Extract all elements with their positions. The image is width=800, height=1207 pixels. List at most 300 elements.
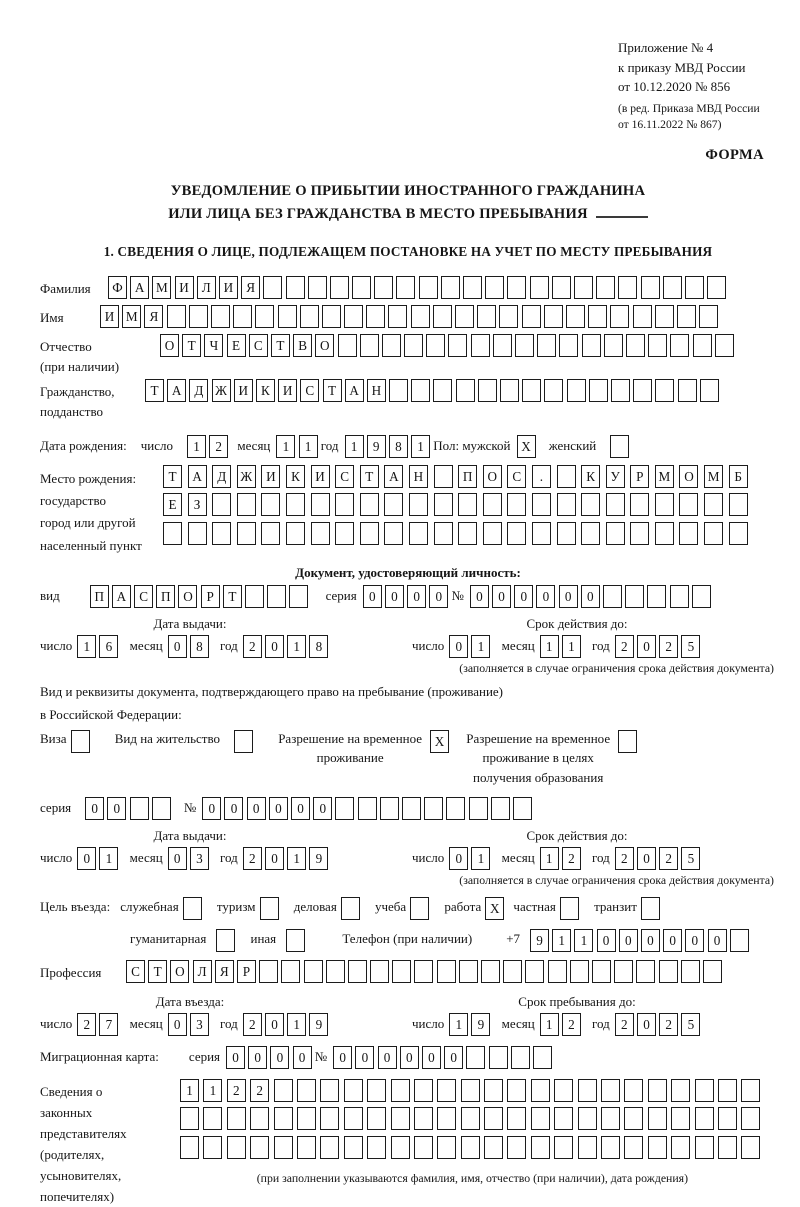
char-cell[interactable]: К [286, 465, 305, 488]
char-cell[interactable]: 0 [449, 847, 468, 870]
char-cell[interactable] [286, 276, 305, 299]
char-cell[interactable] [636, 960, 655, 983]
char-cell[interactable] [685, 276, 704, 299]
char-cell[interactable] [500, 379, 519, 402]
char-cell[interactable] [531, 1136, 550, 1159]
transit-checkbox[interactable] [641, 897, 660, 920]
char-cell[interactable] [601, 1136, 620, 1159]
char-cell[interactable] [335, 797, 354, 820]
char-cell[interactable] [614, 960, 633, 983]
char-cell[interactable]: А [345, 379, 364, 402]
char-cell[interactable] [641, 276, 660, 299]
char-cell[interactable]: 0 [248, 1046, 267, 1069]
char-cell[interactable]: П [458, 465, 477, 488]
char-cell[interactable] [670, 334, 689, 357]
char-cell[interactable] [704, 522, 723, 545]
char-cell[interactable]: О [170, 960, 189, 983]
char-cell[interactable]: А [167, 379, 186, 402]
char-cell[interactable]: 9 [367, 435, 386, 458]
char-cell[interactable]: 0 [492, 585, 511, 608]
char-cell[interactable]: 0 [559, 585, 578, 608]
study-checkbox[interactable] [410, 897, 429, 920]
char-cell[interactable] [250, 1107, 269, 1130]
char-cell[interactable] [484, 1079, 503, 1102]
char-cell[interactable]: . [532, 465, 551, 488]
char-cell[interactable] [360, 522, 379, 545]
char-cell[interactable] [263, 276, 282, 299]
char-cell[interactable]: 0 [637, 847, 656, 870]
char-cell[interactable]: 0 [385, 585, 404, 608]
char-cell[interactable] [507, 276, 526, 299]
char-cell[interactable]: И [219, 276, 238, 299]
char-cell[interactable] [624, 1107, 643, 1130]
char-cell[interactable] [606, 522, 625, 545]
char-cell[interactable]: 0 [168, 1013, 187, 1036]
char-cell[interactable]: 0 [265, 1013, 284, 1036]
char-cell[interactable] [382, 334, 401, 357]
char-cell[interactable]: О [679, 465, 698, 488]
char-cell[interactable]: 0 [293, 1046, 312, 1069]
char-cell[interactable]: 0 [514, 585, 533, 608]
char-cell[interactable] [326, 960, 345, 983]
char-cell[interactable]: 1 [180, 1079, 199, 1102]
char-cell[interactable] [700, 379, 719, 402]
char-cell[interactable]: 1 [471, 635, 490, 658]
char-cell[interactable]: 0 [247, 797, 266, 820]
char-cell[interactable] [718, 1107, 737, 1130]
char-cell[interactable]: О [178, 585, 197, 608]
char-cell[interactable] [592, 960, 611, 983]
char-cell[interactable] [499, 305, 518, 328]
char-cell[interactable] [544, 305, 563, 328]
char-cell[interactable] [699, 305, 718, 328]
char-cell[interactable]: И [175, 276, 194, 299]
char-cell[interactable]: 1 [540, 847, 559, 870]
char-cell[interactable] [448, 334, 467, 357]
char-cell[interactable]: 0 [637, 1013, 656, 1036]
char-cell[interactable]: 1 [411, 435, 430, 458]
char-cell[interactable] [274, 1079, 293, 1102]
char-cell[interactable] [741, 1107, 760, 1130]
char-cell[interactable] [606, 493, 625, 516]
char-cell[interactable]: 8 [190, 635, 209, 658]
char-cell[interactable] [693, 334, 712, 357]
char-cell[interactable]: 2 [227, 1079, 246, 1102]
char-cell[interactable] [388, 305, 407, 328]
char-cell[interactable] [679, 493, 698, 516]
phone-digit-cell[interactable]: 0 [619, 929, 638, 952]
char-cell[interactable]: 0 [270, 1046, 289, 1069]
char-cell[interactable]: 1 [77, 635, 96, 658]
char-cell[interactable] [455, 305, 474, 328]
char-cell[interactable] [515, 334, 534, 357]
char-cell[interactable]: 1 [540, 635, 559, 658]
char-cell[interactable]: 0 [265, 847, 284, 870]
char-cell[interactable] [414, 1136, 433, 1159]
char-cell[interactable] [677, 305, 696, 328]
char-cell[interactable]: 3 [190, 847, 209, 870]
char-cell[interactable] [574, 276, 593, 299]
char-cell[interactable]: Е [227, 334, 246, 357]
char-cell[interactable] [180, 1136, 199, 1159]
char-cell[interactable]: 2 [615, 635, 634, 658]
char-cell[interactable] [548, 960, 567, 983]
char-cell[interactable]: 0 [400, 1046, 419, 1069]
char-cell[interactable] [663, 276, 682, 299]
char-cell[interactable] [330, 276, 349, 299]
private-checkbox[interactable] [560, 897, 579, 920]
char-cell[interactable] [566, 305, 585, 328]
char-cell[interactable] [578, 1079, 597, 1102]
char-cell[interactable]: 2 [243, 847, 262, 870]
char-cell[interactable]: П [156, 585, 175, 608]
visa-checkbox[interactable] [71, 730, 90, 753]
char-cell[interactable]: 2 [209, 435, 228, 458]
char-cell[interactable] [458, 522, 477, 545]
char-cell[interactable] [741, 1079, 760, 1102]
education-residence-checkbox[interactable] [618, 730, 637, 753]
char-cell[interactable]: Б [729, 465, 748, 488]
char-cell[interactable]: 0 [265, 635, 284, 658]
char-cell[interactable]: 0 [429, 585, 448, 608]
char-cell[interactable] [237, 493, 256, 516]
residence-permit-checkbox[interactable] [234, 730, 253, 753]
char-cell[interactable]: Ж [237, 465, 256, 488]
char-cell[interactable]: 2 [243, 1013, 262, 1036]
char-cell[interactable] [483, 493, 502, 516]
char-cell[interactable] [525, 960, 544, 983]
char-cell[interactable]: 0 [422, 1046, 441, 1069]
char-cell[interactable] [237, 522, 256, 545]
char-cell[interactable]: П [90, 585, 109, 608]
char-cell[interactable] [581, 522, 600, 545]
char-cell[interactable] [311, 493, 330, 516]
char-cell[interactable]: О [315, 334, 334, 357]
char-cell[interactable]: С [507, 465, 526, 488]
char-cell[interactable]: У [606, 465, 625, 488]
char-cell[interactable] [670, 585, 689, 608]
char-cell[interactable]: 0 [313, 797, 332, 820]
char-cell[interactable]: Т [223, 585, 242, 608]
char-cell[interactable] [532, 493, 551, 516]
char-cell[interactable]: С [126, 960, 145, 983]
char-cell[interactable]: А [384, 465, 403, 488]
char-cell[interactable] [227, 1107, 246, 1130]
char-cell[interactable]: З [188, 493, 207, 516]
char-cell[interactable] [695, 1107, 714, 1130]
char-cell[interactable] [130, 797, 149, 820]
char-cell[interactable]: 0 [107, 797, 126, 820]
char-cell[interactable] [402, 797, 421, 820]
char-cell[interactable] [338, 334, 357, 357]
temporary-residence-checkbox[interactable]: X [430, 730, 449, 753]
char-cell[interactable]: А [188, 465, 207, 488]
char-cell[interactable]: 3 [190, 1013, 209, 1036]
char-cell[interactable]: 0 [378, 1046, 397, 1069]
char-cell[interactable] [458, 493, 477, 516]
phone-digit-cell[interactable] [730, 929, 749, 952]
char-cell[interactable] [581, 493, 600, 516]
char-cell[interactable] [163, 522, 182, 545]
char-cell[interactable] [286, 522, 305, 545]
char-cell[interactable]: 0 [581, 585, 600, 608]
char-cell[interactable]: С [134, 585, 153, 608]
char-cell[interactable]: 0 [291, 797, 310, 820]
char-cell[interactable] [544, 379, 563, 402]
char-cell[interactable] [511, 1046, 530, 1069]
char-cell[interactable]: Т [163, 465, 182, 488]
char-cell[interactable]: 2 [659, 847, 678, 870]
char-cell[interactable] [625, 585, 644, 608]
char-cell[interactable] [604, 334, 623, 357]
char-cell[interactable] [554, 1107, 573, 1130]
char-cell[interactable] [477, 305, 496, 328]
char-cell[interactable] [437, 1079, 456, 1102]
char-cell[interactable]: Т [360, 465, 379, 488]
char-cell[interactable]: 9 [471, 1013, 490, 1036]
char-cell[interactable] [188, 522, 207, 545]
char-cell[interactable]: 1 [562, 635, 581, 658]
char-cell[interactable]: 0 [536, 585, 555, 608]
char-cell[interactable]: 9 [309, 1013, 328, 1036]
char-cell[interactable]: Е [163, 493, 182, 516]
phone-digit-cell[interactable]: 0 [641, 929, 660, 952]
char-cell[interactable]: О [483, 465, 502, 488]
char-cell[interactable] [531, 1107, 550, 1130]
char-cell[interactable] [245, 585, 264, 608]
char-cell[interactable]: М [655, 465, 674, 488]
char-cell[interactable] [212, 493, 231, 516]
char-cell[interactable] [297, 1136, 316, 1159]
char-cell[interactable] [360, 334, 379, 357]
char-cell[interactable] [522, 305, 541, 328]
char-cell[interactable] [531, 1079, 550, 1102]
char-cell[interactable] [261, 522, 280, 545]
char-cell[interactable] [655, 379, 674, 402]
char-cell[interactable] [297, 1079, 316, 1102]
char-cell[interactable]: О [160, 334, 179, 357]
char-cell[interactable]: 9 [309, 847, 328, 870]
char-cell[interactable] [507, 1107, 526, 1130]
char-cell[interactable] [557, 493, 576, 516]
char-cell[interactable]: Ч [204, 334, 223, 357]
phone-digit-cell[interactable]: 0 [597, 929, 616, 952]
char-cell[interactable]: 0 [444, 1046, 463, 1069]
char-cell[interactable]: 0 [470, 585, 489, 608]
char-cell[interactable] [367, 1079, 386, 1102]
char-cell[interactable] [374, 276, 393, 299]
char-cell[interactable]: 0 [224, 797, 243, 820]
char-cell[interactable] [630, 493, 649, 516]
char-cell[interactable] [461, 1136, 480, 1159]
char-cell[interactable] [469, 797, 488, 820]
char-cell[interactable]: Я [215, 960, 234, 983]
char-cell[interactable] [671, 1107, 690, 1130]
char-cell[interactable] [344, 1107, 363, 1130]
char-cell[interactable] [424, 797, 443, 820]
char-cell[interactable]: 0 [363, 585, 382, 608]
char-cell[interactable]: Т [148, 960, 167, 983]
char-cell[interactable]: В [293, 334, 312, 357]
char-cell[interactable] [461, 1079, 480, 1102]
char-cell[interactable] [250, 1136, 269, 1159]
char-cell[interactable]: М [122, 305, 141, 328]
char-cell[interactable] [384, 493, 403, 516]
char-cell[interactable] [463, 276, 482, 299]
char-cell[interactable] [360, 493, 379, 516]
char-cell[interactable] [601, 1079, 620, 1102]
phone-digit-cell[interactable]: 0 [685, 929, 704, 952]
char-cell[interactable] [491, 797, 510, 820]
char-cell[interactable]: 0 [269, 797, 288, 820]
char-cell[interactable] [308, 276, 327, 299]
char-cell[interactable]: 1 [345, 435, 364, 458]
char-cell[interactable]: 1 [187, 435, 206, 458]
char-cell[interactable]: 2 [77, 1013, 96, 1036]
char-cell[interactable] [513, 797, 532, 820]
char-cell[interactable] [289, 585, 308, 608]
char-cell[interactable] [532, 522, 551, 545]
char-cell[interactable] [344, 1136, 363, 1159]
char-cell[interactable] [437, 1107, 456, 1130]
char-cell[interactable] [255, 305, 274, 328]
char-cell[interactable] [557, 522, 576, 545]
char-cell[interactable]: 1 [287, 1013, 306, 1036]
char-cell[interactable] [391, 1107, 410, 1130]
work-checkbox[interactable]: X [485, 897, 504, 920]
char-cell[interactable]: 8 [309, 635, 328, 658]
char-cell[interactable]: Я [241, 276, 260, 299]
char-cell[interactable] [485, 276, 504, 299]
char-cell[interactable]: 1 [471, 847, 490, 870]
char-cell[interactable]: 5 [681, 635, 700, 658]
char-cell[interactable]: 1 [287, 847, 306, 870]
char-cell[interactable] [437, 960, 456, 983]
char-cell[interactable] [286, 493, 305, 516]
char-cell[interactable]: Р [201, 585, 220, 608]
char-cell[interactable]: Ф [108, 276, 127, 299]
char-cell[interactable] [507, 493, 526, 516]
char-cell[interactable]: 2 [615, 847, 634, 870]
char-cell[interactable] [582, 334, 601, 357]
char-cell[interactable]: 1 [287, 635, 306, 658]
char-cell[interactable] [671, 1079, 690, 1102]
char-cell[interactable] [335, 493, 354, 516]
char-cell[interactable] [311, 522, 330, 545]
char-cell[interactable] [320, 1136, 339, 1159]
char-cell[interactable] [648, 1136, 667, 1159]
char-cell[interactable]: С [335, 465, 354, 488]
char-cell[interactable] [596, 276, 615, 299]
char-cell[interactable] [320, 1107, 339, 1130]
char-cell[interactable]: Д [212, 465, 231, 488]
char-cell[interactable] [624, 1079, 643, 1102]
char-cell[interactable] [626, 334, 645, 357]
char-cell[interactable] [703, 960, 722, 983]
char-cell[interactable] [367, 1107, 386, 1130]
char-cell[interactable]: 0 [226, 1046, 245, 1069]
char-cell[interactable]: 8 [389, 435, 408, 458]
char-cell[interactable]: 2 [615, 1013, 634, 1036]
char-cell[interactable]: 0 [168, 635, 187, 658]
char-cell[interactable] [358, 797, 377, 820]
char-cell[interactable]: Т [145, 379, 164, 402]
char-cell[interactable] [344, 305, 363, 328]
char-cell[interactable] [471, 334, 490, 357]
char-cell[interactable] [414, 1079, 433, 1102]
char-cell[interactable] [389, 379, 408, 402]
char-cell[interactable]: 0 [85, 797, 104, 820]
char-cell[interactable]: К [581, 465, 600, 488]
humanitarian-checkbox[interactable] [216, 929, 235, 952]
char-cell[interactable]: И [261, 465, 280, 488]
char-cell[interactable] [411, 379, 430, 402]
char-cell[interactable] [367, 1136, 386, 1159]
char-cell[interactable] [610, 305, 629, 328]
char-cell[interactable] [404, 334, 423, 357]
char-cell[interactable] [320, 1079, 339, 1102]
char-cell[interactable] [741, 1136, 760, 1159]
char-cell[interactable] [567, 379, 586, 402]
char-cell[interactable] [618, 276, 637, 299]
char-cell[interactable] [718, 1136, 737, 1159]
char-cell[interactable]: 0 [449, 635, 468, 658]
tourism-checkbox[interactable] [260, 897, 279, 920]
char-cell[interactable] [211, 305, 230, 328]
char-cell[interactable] [589, 379, 608, 402]
char-cell[interactable] [522, 379, 541, 402]
char-cell[interactable] [537, 334, 556, 357]
female-checkbox[interactable] [610, 435, 629, 458]
char-cell[interactable]: 2 [562, 1013, 581, 1036]
char-cell[interactable] [344, 1079, 363, 1102]
char-cell[interactable] [396, 276, 415, 299]
char-cell[interactable] [203, 1107, 222, 1130]
char-cell[interactable] [203, 1136, 222, 1159]
char-cell[interactable] [441, 276, 460, 299]
char-cell[interactable]: М [152, 276, 171, 299]
char-cell[interactable] [391, 1136, 410, 1159]
char-cell[interactable]: 0 [168, 847, 187, 870]
char-cell[interactable]: М [704, 465, 723, 488]
char-cell[interactable]: Н [409, 465, 428, 488]
char-cell[interactable] [659, 960, 678, 983]
char-cell[interactable] [483, 522, 502, 545]
char-cell[interactable] [484, 1136, 503, 1159]
char-cell[interactable] [718, 1079, 737, 1102]
char-cell[interactable]: 7 [99, 1013, 118, 1036]
char-cell[interactable]: И [100, 305, 119, 328]
char-cell[interactable] [530, 276, 549, 299]
char-cell[interactable]: И [278, 379, 297, 402]
phone-digit-cell[interactable]: 9 [530, 929, 549, 952]
char-cell[interactable] [578, 1136, 597, 1159]
char-cell[interactable] [370, 960, 389, 983]
char-cell[interactable] [278, 305, 297, 328]
char-cell[interactable] [578, 1107, 597, 1130]
char-cell[interactable] [533, 1046, 552, 1069]
char-cell[interactable]: С [249, 334, 268, 357]
char-cell[interactable] [380, 797, 399, 820]
char-cell[interactable] [434, 493, 453, 516]
char-cell[interactable]: 2 [562, 847, 581, 870]
char-cell[interactable]: 2 [250, 1079, 269, 1102]
char-cell[interactable] [655, 305, 674, 328]
char-cell[interactable] [261, 493, 280, 516]
char-cell[interactable] [570, 960, 589, 983]
char-cell[interactable] [189, 305, 208, 328]
char-cell[interactable] [729, 493, 748, 516]
